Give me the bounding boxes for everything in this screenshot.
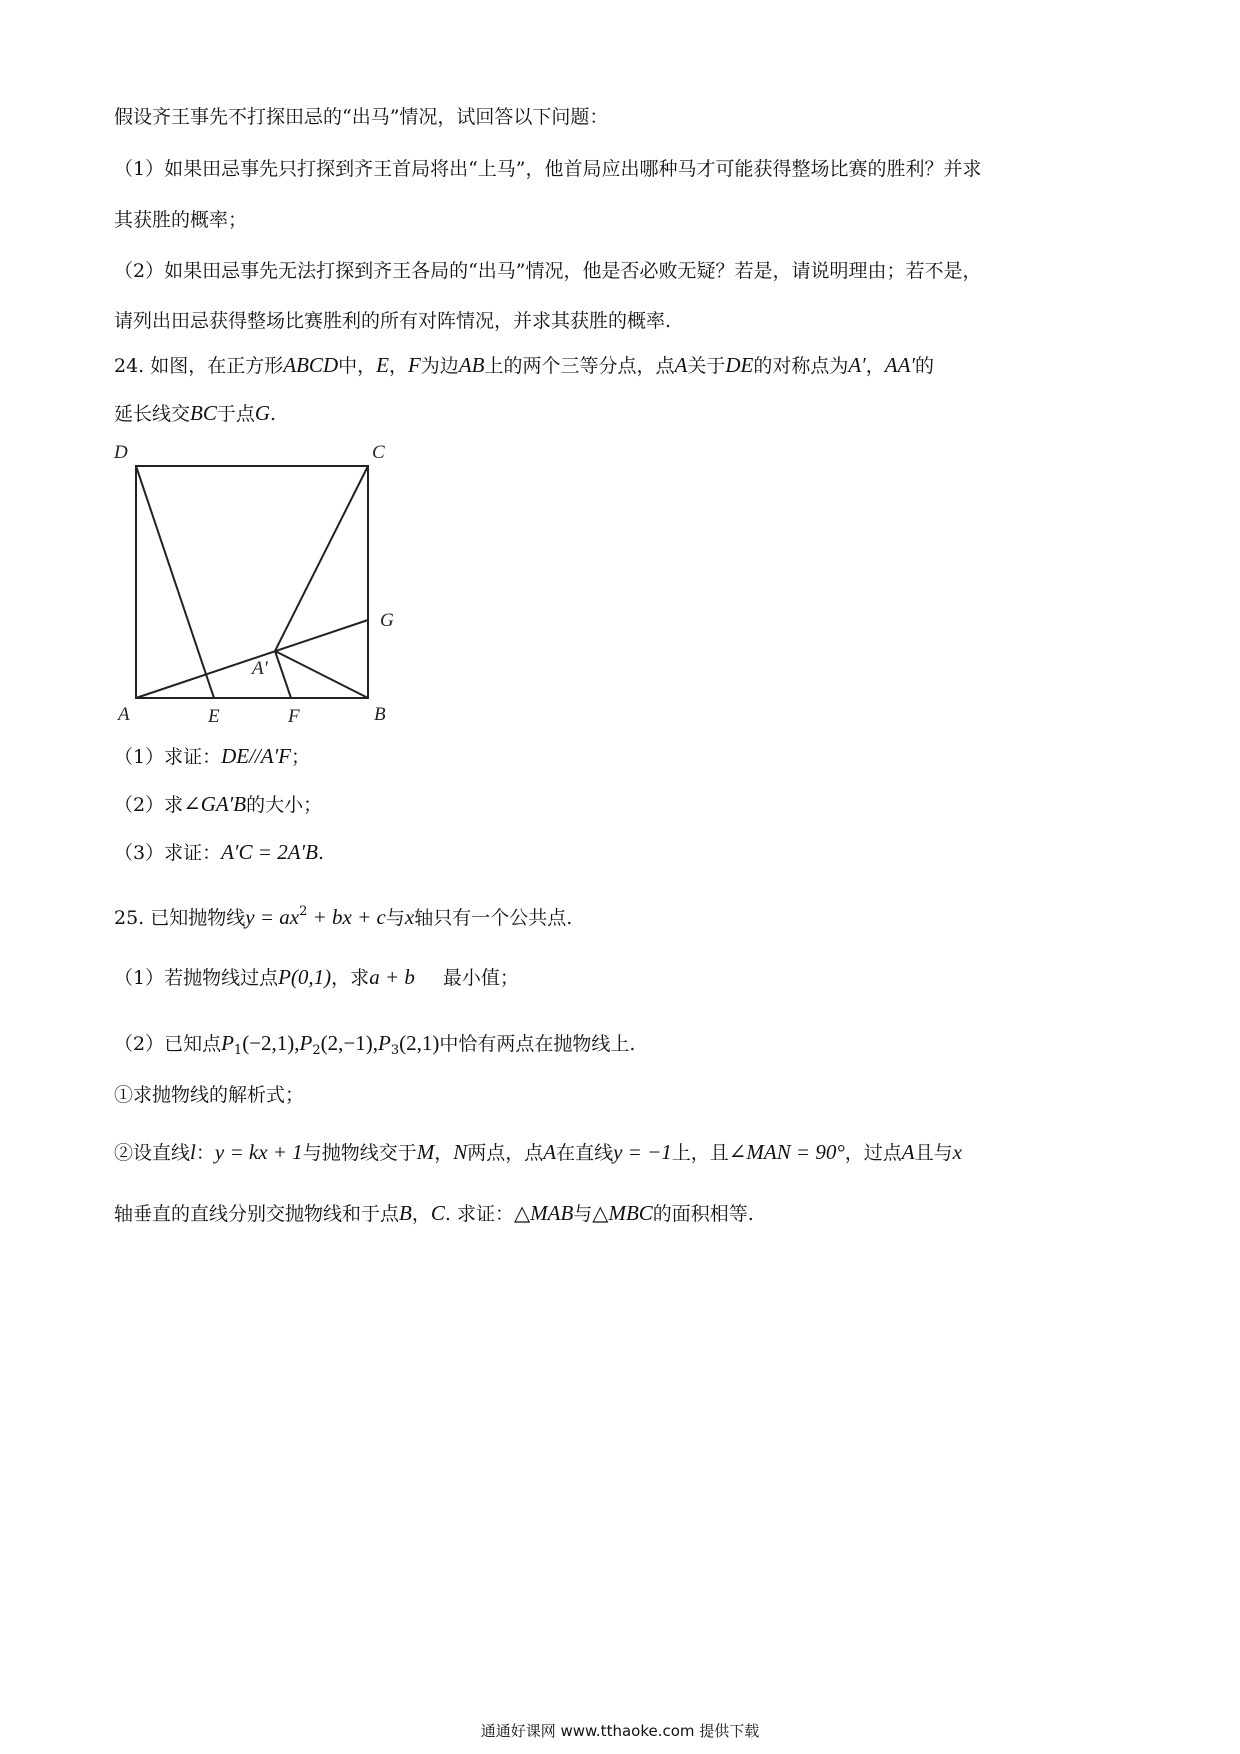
- q23-part1-line1: （1）如果田忌事先只打探到齐王首局将出“上马”，他首局应出哪种马才可能获得整场比赛的胜利？并求: [114, 158, 982, 180]
- label-a-prime: A′: [252, 658, 268, 679]
- q23-part1-line2: 其获胜的概率；: [114, 209, 248, 231]
- q25-item2-cont: 轴垂直的直线分别交抛物线和于点B，C. 求证：△MAB与△MBC的面积相等.: [114, 1201, 754, 1225]
- q25-sub1: （1）若抛物线过点P(0,1)，求a + b 最小值；: [114, 965, 519, 989]
- label-e: E: [208, 706, 220, 727]
- page-footer: 通通好课网 www.tthaoke.com 提供下载: [480, 1722, 760, 1740]
- q25-item1: ①求抛物线的解析式；: [114, 1084, 305, 1106]
- q24-statement-line2: 延长线交BC于点G.: [114, 401, 277, 425]
- q23-part2-line2: 请列出田忌获得整场比赛胜利的所有对阵情况，并求其获胜的概率.: [114, 310, 672, 332]
- label-f: F: [288, 706, 300, 727]
- segment-de: [136, 466, 214, 698]
- label-g: G: [380, 610, 394, 631]
- label-d: D: [114, 442, 128, 463]
- label-a: A: [118, 704, 130, 725]
- q24-statement-line1: 24. 如图，在正方形ABCD中，E，F为边AB上的两个三等分点，点A关于DE的对称点为A′，AA′的: [114, 353, 935, 377]
- q25-item2: ②设直线l：y = kx + 1与抛物线交于M，N两点，点A在直线y = −1上，且∠MAN = 90°，过点A且与x: [114, 1140, 962, 1164]
- q25-sub2: （2）已知点$P_1(-2,1),P_2(2,-1),P_3(2,1)$中恰有两点在抛物线上.: [114, 1031, 636, 1058]
- label-c: C: [372, 442, 385, 463]
- q25-statement: 25. 已知抛物线$y = ax^2$ + bx + c与x轴只有一个公共点.: [114, 904, 573, 929]
- segment-a-prime-c: [275, 466, 368, 651]
- q24-sub2: （2）求∠GA′B的大小；: [114, 792, 323, 816]
- square-figure: [108, 438, 408, 728]
- label-b: B: [374, 704, 386, 725]
- q24-sub3: （3）求证：A′C = 2A′B.: [114, 840, 324, 864]
- q24-sub1: （1）求证：DE//A′F；: [114, 744, 311, 768]
- intro-line: 假设齐王事先不打探田忌的“出马”情况，试回答以下问题：: [114, 106, 609, 128]
- q23-part2-line1: （2）如果田忌事先无法打探到齐王各局的“出马”情况，他是否必败无疑？若是，请说明理由；若不是，: [114, 260, 982, 282]
